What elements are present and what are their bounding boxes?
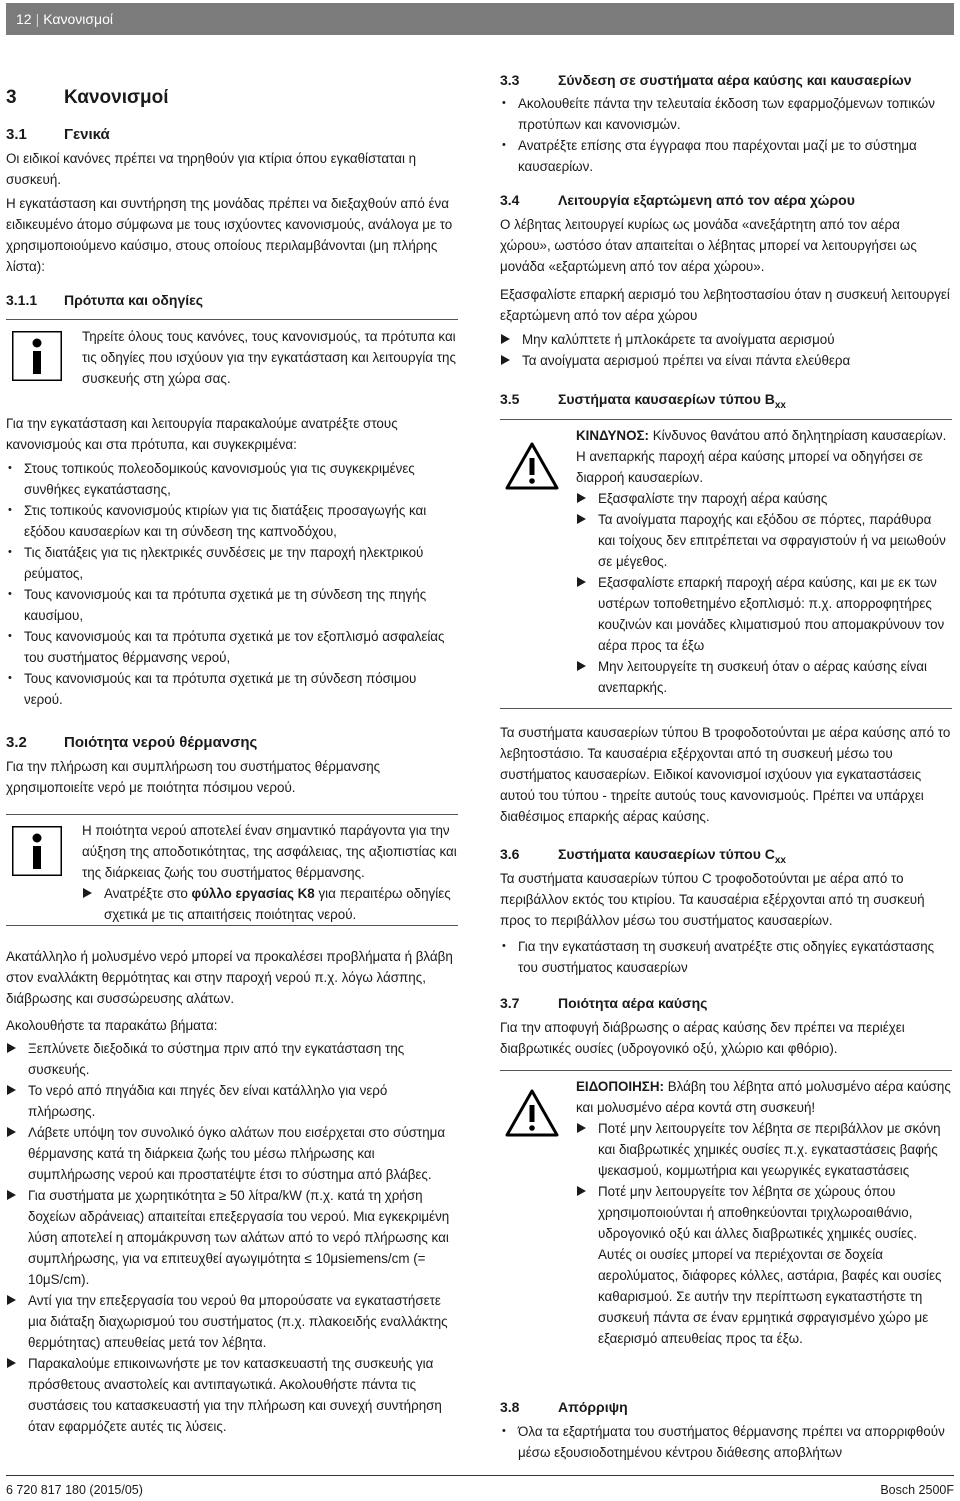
heading-number: 3.2 bbox=[6, 734, 27, 751]
regulations-list bbox=[6, 458, 458, 710]
step-item: Για συστήματα με χωρητικότητα ≥ 50 λίτρα/kW (π.χ. κατά τη χρήση δοχείων αδράνειας) απαιτείται επεξεργασία του νερού. Μια εγκεκριμένη λύση αποτελεί η απομάκρυνση των αλάτων από το νερό πλήρωσης και συμπλήρωσης, για να επιτευχθεί αγωγιμότητα ≤ 10μsiemens/cm (= 10μS/cm). bbox=[6, 1185, 458, 1290]
heading-text: Ποιότητα νερού θέρμανσης bbox=[64, 734, 258, 751]
note-steps bbox=[82, 883, 458, 925]
step-item: Μην καλύπτετε ή μπλοκάρετε τα ανοίγματα αερισμού bbox=[500, 329, 952, 350]
heading-number: 3.7 bbox=[500, 995, 520, 1011]
header-separator: | bbox=[35, 11, 40, 27]
step-item: Ξεπλύνετε διεξοδικά το σύστημα πριν από την εγκατάσταση της συσκευής. bbox=[6, 1038, 458, 1080]
paragraph-3-1-b: Η εγκατάσταση και συντήρηση της μονάδας πρέπει να διεξαχθούν από ένα ειδικευμένο άτομο σύμφωνα με τους ισχύοντες κανονισμούς, ανάλογα με το χρησιμοποιούμενο καύσιμο, στους οποίους περιλαμβάνονται (μη πλήρης λίστα): bbox=[6, 196, 453, 274]
danger-message bbox=[576, 425, 952, 488]
warning-message bbox=[576, 1076, 952, 1118]
heading-3-1 bbox=[6, 124, 458, 145]
page-header bbox=[6, 3, 954, 35]
heading-text: Απόρριψη bbox=[558, 1399, 628, 1415]
water-steps bbox=[6, 1038, 458, 1437]
step-item: Ποτέ μην λειτουργείτε τον λέβητα σε περιβάλλον με σκόνη και διαβρωτικές χημικές ουσίες π.χ. εγκαταστάσεις βαφής ψεκασμού, κομμωτήρια και γεωργικές εγκαταστάσεις bbox=[576, 1118, 952, 1181]
heading-number: 3.5 bbox=[500, 391, 520, 407]
heading-3-3 bbox=[500, 70, 952, 91]
note-body bbox=[576, 425, 952, 698]
info-icon bbox=[12, 826, 62, 882]
page-number: 12 bbox=[16, 11, 32, 27]
heading-subscript: xx bbox=[774, 399, 786, 411]
heading-text: Λειτουργία εξαρτώμενη από τον αέρα χώρου bbox=[558, 192, 855, 208]
warning-note bbox=[500, 1070, 952, 1382]
step-item: Εξασφαλίστε επαρκή παροχή αέρα καύσης, και με εκ των υστέρων τοποθετημένο εξοπλισμό: π.χ. απορροφητήρες κουζινών και μονάδες κλιματισμού που απομακρύνουν τον αέρα προς τα έξω bbox=[576, 572, 952, 656]
step-item: Ποτέ μην λειτουργείτε τον λέβητα σε χώρους όπου χρησιμοποιούνται ή αποθηκεύονται τριχλωροαιθάνιο, υδρογονικό οξύ και άλλες διαβρωτικές χημικές ουσίες. Αυτές οι ουσίες μπορεί να περιέχονται σε δοχεία αερολύματος, διάφορες κόλλες, αστάρια, βαφές και ουσίες καθαρισμού. Σε αυτήν την περίπτωση εγκαταστήστε τη συσκευή πάντα σε έναν ερμητικά σφραγισμένο χώρο με εξαερισμό απευθείας προς τα έξω. bbox=[576, 1181, 952, 1349]
note-body bbox=[82, 820, 458, 925]
ventilation-steps bbox=[500, 329, 952, 371]
heading-number: 3.3 bbox=[500, 72, 520, 88]
list-item: • Τους κανονισμούς και τα πρότυπα σχετικά με τη σύνδεση πόσιμου νερού. bbox=[6, 668, 458, 710]
paragraph-3-2-b: Ακατάλληλο ή μολυσμένο νερό μπορεί να προκαλέσει προβλήματα ή βλάβη στον εναλλάκτη θερμότητας και στην παροχή νερού π.χ. λόγω λάσπης, διάβρωσης και συσσώρευσης αλάτων. bbox=[6, 949, 453, 1006]
disposal-list bbox=[500, 1421, 952, 1463]
paragraph-3-5: Τα συστήματα καυσαερίων τύπου B τροφοδοτούνται με αέρα καύσης από το λεβητοστάσιο. Τα καυσαέρια εξέρχονται από τη συσκευή μέσω του συστήματος καυσαερίων. Ειδικοί κανονισμοί ισχύουν για εγκαταστάσεις αυτού του τύπου - τηρείτε αυτούς τους κανονισμούς. Πρέπει να υπάρχει διαθέσιμος επαρκής αέρας καύσης. bbox=[500, 725, 951, 824]
step-item: Τα ανοίγματα αερισμού πρέπει να είναι πάντα ελεύθερα bbox=[500, 350, 952, 371]
step-item: Εξασφαλίστε την παροχή αέρα καύσης bbox=[576, 488, 952, 509]
paragraph-3-2: Για την πλήρωση και συμπλήρωση του συστήματος θέρμανσης χρησιμοποιείτε νερό με ποιότητα πόσιμου νερού. bbox=[6, 759, 381, 795]
step-continuation-text: Αντί για την επεξεργασία του νερού θα μπορούσατε να εγκαταστήσετε μια διάταξη διαχωρισμού του συστήματος (π.χ. πλακοειδής εναλλάκτης θερμότητας) απευθείας μετά τον λέβητα. bbox=[28, 1293, 448, 1350]
heading-3-1-1 bbox=[6, 290, 458, 311]
list-item: • Ακολουθείτε πάντα την τελευταία έκδοση των εφαρμοζόμενων τοπικών προτύπων και κανονισμών. bbox=[500, 93, 952, 135]
heading-text: Πρότυπα και οδηγίες bbox=[64, 292, 204, 308]
warning-text: Βλάβη του λέβητα από μολυσμένο αέρα καύσης και μολυσμένο αέρα κοντά στη συσκευή! bbox=[576, 1079, 951, 1115]
list-item: • Τις διατάξεις για τις ηλεκτρικές συνδέσεις με την παροχή ηλεκτρικού ρεύματος, bbox=[6, 542, 458, 584]
list-item: • Στις τοπικούς κανονισμούς κτιρίων για τις διατάξεις προσαγωγής και εξόδου καυσαερίων και τη σύνδεση της καπνοδόχου, bbox=[6, 500, 458, 542]
list-item: • Τους κανονισμούς και τα πρότυπα σχετικά με τη σύνδεση της πηγής καυσίμου, bbox=[6, 584, 458, 626]
note-text: Τηρείτε όλους τους κανόνες, τους κανονισμούς, τα πρότυπα και τις οδηγίες που ισχύουν για την εγκατάσταση και λειτουργία της συσκευής στη χώρα σας. bbox=[82, 329, 456, 386]
footer-doc-number: 6 720 817 180 (2015/05) bbox=[6, 1483, 143, 1497]
info-icon bbox=[12, 331, 62, 387]
paragraph-3-7: Για την αποφυγή διάβρωσης ο αέρας καύσης δεν πρέπει να περιέχει διαβρωτικές ουσίες (υδρογονικό οξύ, χλώριο και φθόριο). bbox=[500, 1020, 905, 1056]
danger-note bbox=[500, 419, 952, 709]
heading-text: Συστήματα καυσαερίων τύπου B bbox=[558, 391, 775, 407]
list-item: • Τους κανονισμούς και τα πρότυπα σχετικά με τον εξοπλισμό ασφαλείας του συστήματος θέρμανσης νερού, bbox=[6, 626, 458, 668]
list-item: • Ανατρέξτε επίσης στα έγγραφα που παρέχονται μαζί με το σύστημα καυσαερίων. bbox=[500, 135, 952, 177]
heading-number: 3.1.1 bbox=[6, 292, 38, 308]
note-rule-bottom bbox=[500, 708, 952, 709]
step-item: Τα ανοίγματα παροχής και εξόδου σε πόρτες, παράθυρα και τοίχους δεν επιτρέπεται να σφραγιστούν ή να μειωθούν σε μέγεθος. bbox=[576, 509, 952, 572]
footer-rule bbox=[6, 1475, 954, 1476]
list-item: • Όλα τα εξαρτήματα του συστήματος θέρμανσης πρέπει να απορριφθούν μέσω εξουσιοδοτημένου κέντρου διάθεσης αποβλήτων bbox=[500, 1421, 952, 1463]
note-text: Η ποιότητα νερού αποτελεί έναν σημαντικό παράγοντα για την αύξηση της αποδοτικότητας, της ασφάλειας, της αξιοπιστίας και της διάρκειας ζωής του συστήματος θέρμανσης. bbox=[82, 823, 457, 880]
step-text-pre: Ανατρέξτε στο bbox=[104, 886, 192, 901]
step-continuation bbox=[6, 1290, 458, 1353]
warning-steps bbox=[576, 1118, 952, 1349]
flue-c-list bbox=[500, 936, 952, 978]
info-note-1 bbox=[6, 319, 458, 389]
paragraph-3-2-c: Ακολουθήστε τα παρακάτω βήματα: bbox=[6, 1018, 218, 1033]
warning-triangle-icon bbox=[504, 1088, 560, 1144]
warning-label: ΕΙΔΟΠΟΙΗΣΗ: bbox=[576, 1079, 664, 1094]
heading-text: Κανονισμοί bbox=[64, 87, 169, 108]
danger-text: Κίνδυνος θανάτου από δηλητηρίαση καυσαερίων. Η ανεπαρκής παροχή αέρα καύσης μπορεί να οδηγήσει σε διαρροή καυσαερίων. bbox=[576, 428, 947, 485]
step-item: Μην λειτουργείτε τη συσκευή όταν ο αέρας καύσης είναι ανεπαρκής. bbox=[576, 656, 952, 698]
heading-number: 3.6 bbox=[500, 846, 520, 862]
heading-text: Ποιότητα αέρα καύσης bbox=[558, 995, 708, 1011]
paragraph-3-6: Τα συστήματα καυσαερίων τύπου C τροφοδοτούνται με αέρα από το περιβάλλον εκτός του κτιρίου. Τα καυσαέρια εξέρχονται από τη συσκευή προς το περιβάλλον μέσω του συστήματος καυσαερίων. bbox=[500, 871, 925, 928]
heading-text: Σύνδεση σε συστήματα αέρα καύσης και καυσαερίων bbox=[558, 72, 912, 88]
heading-subscript: xx bbox=[774, 854, 786, 866]
note-rule-top bbox=[6, 319, 458, 320]
heading-3-5 bbox=[500, 389, 952, 416]
step-item: Το νερό από πηγάδια και πηγές δεν είναι κατάλληλο για νερό πλήρωσης. bbox=[6, 1080, 458, 1122]
step-item: Παρακαλούμε επικοινωνήστε με τον κατασκευαστή της συσκευής για πρόσθετους αναστολείς και αντιπαγωτικά. Ακολουθήστε πάντα τις συστάσεις του κατασκευαστή για την πλήρωση και συνεχή συντήρηση όταν εφαρμόζετε αυτές τις λύσεις. bbox=[6, 1353, 458, 1437]
note-rule-top bbox=[500, 1070, 952, 1071]
heading-3-4 bbox=[500, 190, 952, 211]
step-text-post: για περαιτέρω οδηγίες σχετικά με τις απαιτήσεις ποιότητας νερού. bbox=[104, 886, 451, 922]
note-rule-bottom bbox=[6, 925, 458, 926]
note-rule-top bbox=[500, 419, 952, 420]
note-body bbox=[576, 1076, 952, 1349]
heading-number: 3.8 bbox=[500, 1399, 520, 1415]
flue-connection-list bbox=[500, 93, 952, 177]
footer-product: Bosch 2500F bbox=[880, 1483, 954, 1497]
note-rule-top bbox=[6, 814, 458, 815]
header-section-title: Κανονισμοί bbox=[43, 11, 113, 27]
heading-3 bbox=[6, 86, 458, 110]
heading-3-8 bbox=[500, 1397, 952, 1418]
info-note-2 bbox=[6, 814, 458, 926]
heading-number: 3 bbox=[6, 87, 17, 108]
heading-text: Γενικά bbox=[64, 126, 110, 143]
step-item: Λάβετε υπόψη τον συνολικό όγκο αλάτων που εισέρχεται στο σύστημα θέρμανσης κατά τη διάρκεια ζωής του μέσω πλήρωσης και συμπλήρωσης νερού και προστατέψτε έτσι το σύστημα από βλάβες. bbox=[6, 1122, 458, 1185]
heading-3-6 bbox=[500, 844, 952, 871]
heading-number: 3.1 bbox=[6, 126, 27, 143]
paragraph-3-4-b: Εξασφαλίστε επαρκή αερισμό του λεβητοστασίου όταν η συσκευή λειτουργεί εξαρτώμενη από τον αέρα χώρου bbox=[500, 287, 950, 323]
danger-label: ΚΙΝΔΥΝΟΣ: bbox=[576, 428, 649, 443]
list-item: • Στους τοπικούς πολεοδομικούς κανονισμούς για τις συγκεκριμένες συνθήκες εγκατάστασης, bbox=[6, 458, 458, 500]
list-item: • Για την εγκατάσταση τη συσκευή ανατρέξτε στις οδηγίες εγκατάστασης του συστήματος καυσαερίων bbox=[500, 936, 952, 978]
warning-triangle-icon bbox=[504, 441, 560, 497]
worksheet-reference: φύλλο εργασίας K8 bbox=[191, 886, 315, 901]
paragraph-3-4-a: Ο λέβητας λειτουργεί κυρίως ως μονάδα «ανεξάρτητη από τον αέρα χώρου», ωστόσο όταν απαιτείται ο λέβητας μπορεί να λειτουργήσει ως μονάδα «εξαρτώμενη από τον αέρα χώρου». bbox=[500, 217, 917, 274]
heading-number: 3.4 bbox=[500, 192, 520, 208]
note-step bbox=[82, 883, 458, 925]
heading-text: Συστήματα καυσαερίων τύπου C bbox=[558, 846, 775, 862]
danger-steps bbox=[576, 488, 952, 698]
heading-3-2 bbox=[6, 732, 458, 753]
paragraph-3-1-1: Για την εγκατάσταση και λειτουργία παρακαλούμε ανατρέξτε στους κανονισμούς και στα πρότυπα, και συγκεκριμένα: bbox=[6, 416, 398, 452]
heading-3-7 bbox=[500, 993, 952, 1014]
paragraph-3-1-a: Οι ειδικοί κανόνες πρέπει να τηρηθούν για κτίρια όπου εγκαθίσταται η συσκευή. bbox=[6, 151, 417, 187]
